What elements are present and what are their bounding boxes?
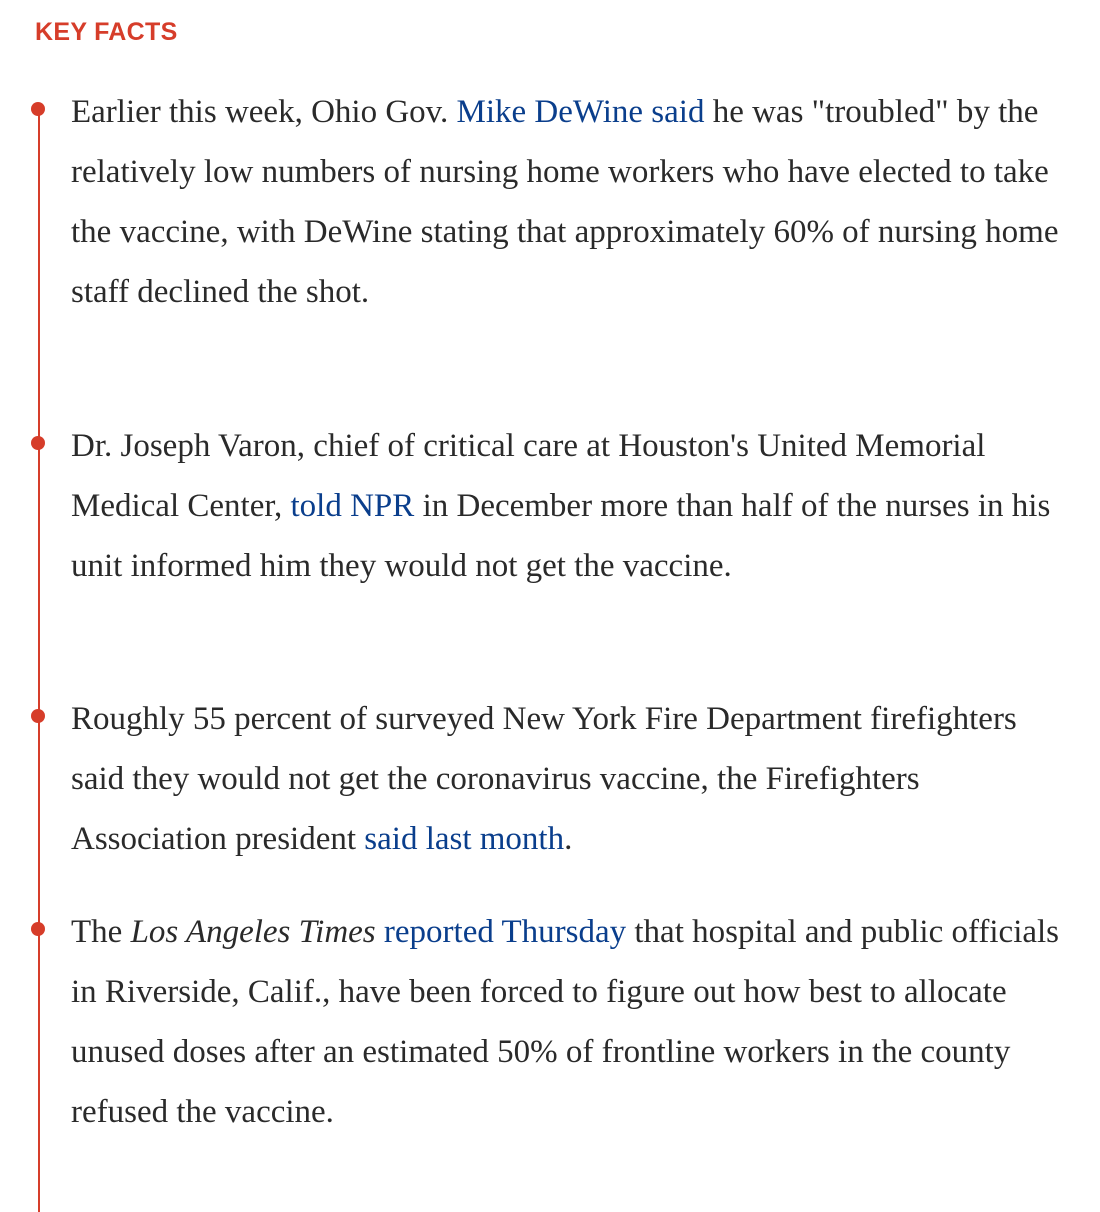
bullet-dot-icon: [31, 102, 45, 116]
fact-text: in December more than half of the nurses in his unit informed him they would not get the vaccine.: [71, 488, 1051, 584]
fact-text: Earlier this week, Ohio Gov.: [71, 94, 457, 130]
fact-text: Roughly 55 percent of surveyed New York Fire Department firefighters said they would not get the coronavirus vaccine, the Firefighters Association president: [71, 701, 1017, 857]
fact-text: The: [71, 914, 131, 950]
bullet-dot-icon: [31, 922, 45, 936]
fact-text: he was "troubled" by the relatively low numbers of nursing home workers who have elected to take the vaccine, with DeWine stating that approximately 60% of nursing home staff declined the shot.: [71, 94, 1059, 310]
fact-text: [376, 914, 384, 950]
publication-name: Los Angeles Times: [130, 914, 376, 950]
fact-text: .: [564, 821, 573, 857]
fact-text: that hospital and public officials in Riverside, Calif., have been forced to figure out how best to allocate unused doses after an estimated 50% of frontline workers in the county refused the vaccine.: [71, 914, 1060, 1130]
key-fact-item: [71, 902, 1071, 1142]
key-fact-item: [71, 416, 1071, 596]
key-facts-heading: KEY FACTS: [35, 18, 178, 46]
bullet-dot-icon: [31, 709, 45, 723]
key-fact-item: [71, 82, 1071, 322]
bullet-dot-icon: [31, 436, 45, 450]
fact-link-reported-thursday[interactable]: reported Thursday: [383, 914, 627, 950]
fact-link-said-last-month[interactable]: said last month: [364, 821, 565, 857]
fact-link-told-npr[interactable]: told NPR: [290, 488, 415, 524]
key-fact-item: [71, 689, 1071, 869]
fact-text: Dr. Joseph Varon, chief of critical care at Houston's United Memorial Medical Center,: [71, 428, 986, 524]
timeline-line: [38, 113, 40, 1212]
fact-link-mike-dewine-said[interactable]: Mike DeWine said: [456, 94, 705, 130]
